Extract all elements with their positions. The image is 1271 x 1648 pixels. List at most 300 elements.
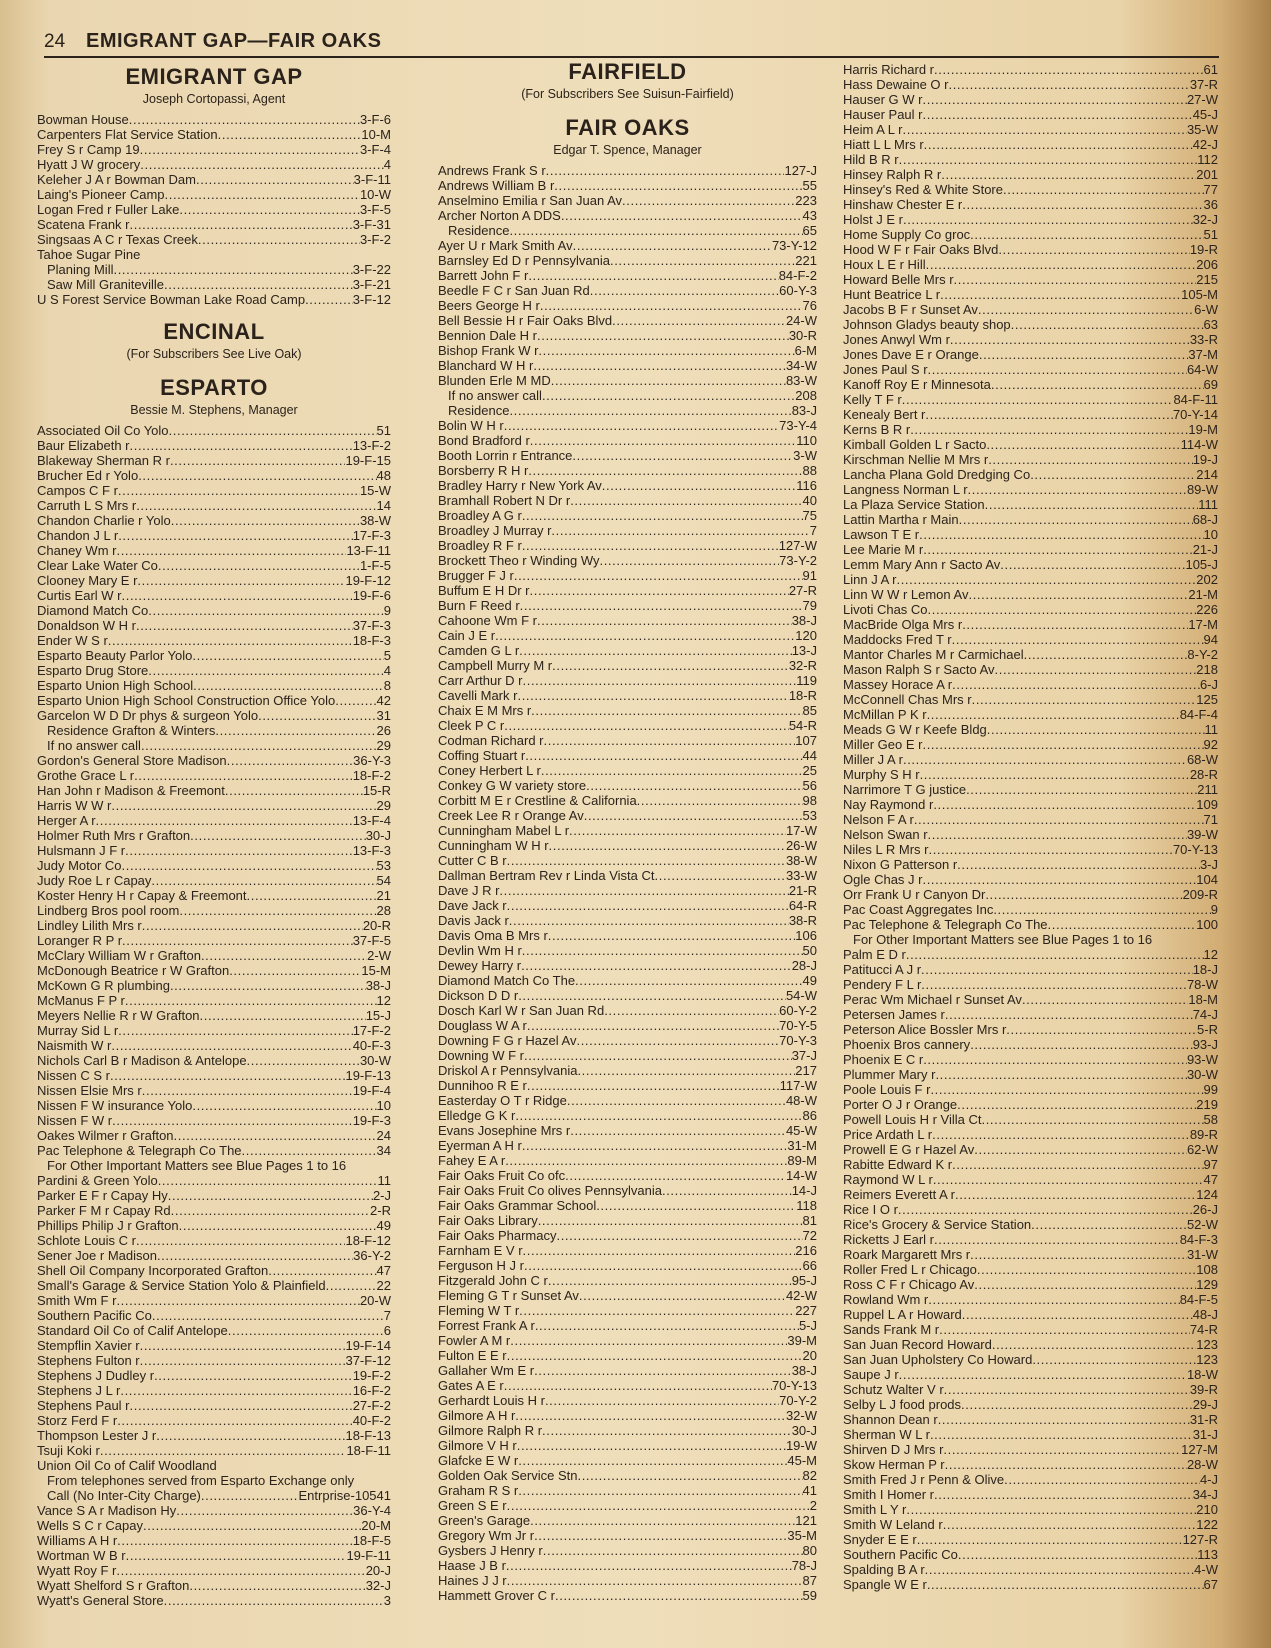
listing-number: 120	[795, 628, 817, 643]
dot-leader	[1030, 467, 1196, 482]
listing-number: 37-J	[791, 1048, 817, 1063]
listing-number: 42	[376, 693, 391, 708]
dot-leader	[522, 538, 779, 553]
listing-name: Ender W S r	[37, 633, 108, 648]
dot-leader	[154, 1368, 353, 1383]
listing-entry	[438, 178, 817, 193]
listing-number: 110	[796, 433, 817, 448]
listing-number: 8-Y-2	[1187, 647, 1218, 662]
listing-entry	[37, 438, 391, 453]
listing-number: 19-F-4	[352, 1083, 391, 1098]
dot-leader	[565, 1168, 786, 1183]
dot-leader	[148, 663, 383, 678]
listing-name: Livoti Chas Co	[843, 602, 928, 617]
listing-name: Esparto Drug Store	[37, 663, 149, 678]
dot-leader	[584, 808, 803, 823]
listing-number: 223	[795, 193, 817, 208]
dot-leader	[111, 798, 376, 813]
listing-number: 3	[383, 1593, 391, 1608]
listing-number: 19-F-12	[345, 573, 391, 588]
dot-leader	[247, 1053, 360, 1068]
dot-leader	[950, 332, 1190, 347]
listing-name: Hammett Grover C r	[438, 1588, 556, 1603]
dot-leader	[902, 392, 1174, 407]
dot-leader	[504, 1378, 772, 1393]
listing-number: 29	[376, 798, 391, 813]
listing-name: Howard Belle Mrs r	[843, 272, 954, 287]
listing-number: 26	[376, 723, 391, 738]
listing-number: 20	[802, 1348, 817, 1363]
listing-number: 54	[376, 873, 391, 888]
listing-number: 3-F-2	[359, 232, 391, 247]
listing-number: 28-R	[1189, 767, 1218, 782]
listing-entry	[37, 1068, 391, 1083]
dot-leader	[140, 157, 383, 172]
dot-leader	[541, 763, 803, 778]
listing-name: Easterday O T r Ridge	[438, 1093, 567, 1108]
dot-leader	[519, 643, 792, 658]
listing-name: Hinsey Ralph R r	[843, 167, 942, 182]
listing-name: Blakeway Sherman R r	[37, 453, 170, 468]
listing-name: Nelson Swan r	[843, 827, 928, 842]
dot-leader	[927, 707, 1180, 722]
listing-entry	[438, 268, 817, 283]
listing-name: Barrett John F r	[438, 268, 529, 283]
listing-number: 83-W	[785, 373, 817, 388]
listing-number: 32-W	[785, 1408, 817, 1423]
listing-entry	[843, 1052, 1218, 1067]
listing-number: 18-F-5	[352, 1533, 391, 1548]
listing-name: Thompson Lester J r	[37, 1428, 157, 1443]
dot-leader	[537, 613, 792, 628]
listing-number: 11	[1204, 722, 1218, 737]
listing-number: 19-W	[785, 1438, 817, 1453]
listing-name: Donaldson W H r	[37, 618, 136, 633]
listing-entry	[843, 917, 1218, 932]
listing-number: 60-Y-3	[779, 283, 817, 298]
listing-name: Kelly T F r	[843, 392, 902, 407]
directory-column-2	[438, 59, 817, 1603]
listing-entry	[843, 1397, 1218, 1412]
listing-name: Dunnihoo R E r	[438, 1078, 527, 1093]
listing-entry	[37, 1158, 391, 1173]
listing-entry	[843, 302, 1218, 317]
dot-leader	[117, 1413, 353, 1428]
listing-name: Koster Henry H r Capay & Freemont	[37, 888, 247, 903]
dot-leader	[1000, 557, 1185, 572]
listing-entry	[843, 812, 1218, 827]
listing-entry	[37, 513, 391, 528]
dot-leader	[940, 287, 1181, 302]
dot-leader	[517, 1438, 786, 1453]
listing-number: 47	[376, 1263, 391, 1278]
listing-number: 214	[1196, 467, 1218, 482]
listing-name: Singsaas A C r Texas Creek	[37, 232, 198, 247]
listing-entry	[843, 1142, 1218, 1157]
dot-leader	[1006, 1022, 1197, 1037]
listing-entry	[37, 1038, 391, 1053]
listing-entry	[37, 483, 391, 498]
listing-entry	[843, 1097, 1218, 1112]
listing-name: Prowell E G r Hazel Av	[843, 1142, 975, 1157]
dot-leader	[125, 843, 353, 858]
listing-entry	[438, 193, 817, 208]
dot-leader	[189, 1578, 365, 1593]
listing-entry	[438, 943, 817, 958]
dot-leader	[201, 1488, 299, 1503]
dot-leader	[168, 1188, 373, 1203]
dot-leader	[926, 257, 1197, 272]
dot-leader	[140, 1338, 346, 1353]
listing-name: Clear Lake Water Co	[37, 558, 158, 573]
dot-leader	[118, 483, 360, 498]
listing-number: 27-W	[1186, 92, 1218, 107]
listing-number: 4-W	[1194, 1562, 1218, 1577]
listing-entry	[843, 977, 1218, 992]
dot-leader	[136, 498, 376, 513]
dot-leader	[962, 1307, 1193, 1322]
listing-entry	[438, 1438, 817, 1453]
listing-entry	[438, 508, 817, 523]
listing-entry	[37, 277, 391, 292]
dot-leader	[903, 212, 1193, 227]
listing-name: Andrews William B r	[438, 178, 555, 193]
listing-name: Ferguson H J r	[438, 1258, 524, 1273]
listing-name: Hauser Paul r	[843, 107, 923, 122]
dot-leader	[569, 823, 786, 838]
dot-leader	[530, 583, 789, 598]
listing-entry	[438, 808, 817, 823]
listing-number: 127-W	[778, 538, 817, 553]
listing-number: 43	[802, 208, 817, 223]
listing-entry	[843, 242, 1218, 257]
listing-name: Dewey Harry r	[438, 958, 522, 973]
listing-name: Fair Oaks Fruit Co ofc	[438, 1168, 566, 1183]
listing-entry	[438, 1513, 817, 1528]
listing-entry	[37, 693, 391, 708]
dot-leader	[590, 283, 779, 298]
listing-number: 17-F-3	[352, 528, 391, 543]
dot-leader	[985, 887, 1182, 902]
listing-entry	[37, 1443, 391, 1458]
listing-entry	[843, 707, 1218, 722]
listing-number: 208	[795, 388, 817, 403]
listing-entry	[37, 1488, 391, 1503]
dot-leader	[925, 1562, 1194, 1577]
listing-number: 70-Y-13	[771, 1378, 817, 1393]
listing-name: Gilmore Ralph R r	[438, 1423, 543, 1438]
dot-leader	[528, 463, 802, 478]
dot-leader	[156, 1428, 345, 1443]
listing-name: Fitzgerald John C r	[438, 1273, 548, 1288]
listing-name: Kanoff Roy E r Minnesota	[843, 377, 991, 392]
listing-entry	[438, 328, 817, 343]
listing-name: Bond Bradford r	[438, 433, 530, 448]
dot-leader	[923, 542, 1193, 557]
listing-number: 109	[1196, 797, 1218, 812]
dot-leader	[551, 373, 786, 388]
listing-name: Storz Ferd F r	[37, 1413, 118, 1428]
listing-name: Nissen C S r	[37, 1068, 110, 1083]
listing-name: Cavelli Mark r	[438, 688, 518, 703]
listing-entry	[843, 842, 1218, 857]
listing-number: 129	[1196, 1277, 1218, 1292]
dot-leader	[906, 1502, 1196, 1517]
listing-entry	[843, 602, 1218, 617]
dot-leader	[920, 767, 1190, 782]
listing-name: Sherman W L r	[843, 1427, 930, 1442]
listing-number: 216	[795, 1243, 817, 1258]
listing-number: 42-J	[1192, 137, 1218, 152]
dot-leader	[523, 1243, 796, 1258]
listing-number: 32-J	[365, 1578, 391, 1593]
dot-leader	[198, 232, 360, 247]
listing-number: 111	[1198, 497, 1218, 512]
listing-entry	[37, 558, 391, 573]
listing-number: 123	[1196, 1352, 1218, 1367]
listing-number: 6-W	[1194, 302, 1218, 317]
listing-entry	[438, 1318, 817, 1333]
dot-leader	[945, 1007, 1193, 1022]
listing-name: Lindberg Bros pool room	[37, 903, 180, 918]
dot-leader	[506, 1558, 792, 1573]
dot-leader	[113, 262, 352, 277]
listing-number: 3-F-5	[359, 202, 391, 217]
dot-leader	[258, 708, 376, 723]
listing-name: Chaney Wm r	[37, 543, 117, 558]
listing-entry	[843, 662, 1218, 677]
listing-name: Green's Garage	[438, 1513, 531, 1528]
dot-leader	[637, 793, 803, 808]
dot-leader	[170, 978, 366, 993]
listing-name: Stephens Paul r	[37, 1398, 130, 1413]
listing-name: Nay Raymond r	[843, 797, 934, 812]
listing-entry	[843, 167, 1218, 182]
listing-name: Bishop Frank W r	[438, 343, 539, 358]
listing-entry	[37, 1173, 391, 1188]
listing-number: 9	[1210, 902, 1218, 917]
listing-name: Lemm Mary Ann r Sacto Av	[843, 557, 1001, 572]
dot-leader	[922, 92, 1186, 107]
listing-name: Ruppel L A r Howard	[843, 1307, 962, 1322]
listing-number: 13-F-2	[352, 438, 391, 453]
listing-name: Grothe Grace L r	[37, 768, 135, 783]
listing-name: Burn F Reed r	[438, 598, 520, 613]
listing-entry	[438, 733, 817, 748]
dot-leader	[968, 482, 1187, 497]
listing-entry	[843, 872, 1218, 887]
dot-leader	[655, 868, 786, 883]
listing-name: La Plaza Service Station	[843, 497, 985, 512]
listing-number: 89-R	[1189, 1127, 1218, 1142]
listing-name: Gates A E r	[438, 1378, 504, 1393]
listing-name: Shell Oil Company Incorporated Grafton	[37, 1263, 269, 1278]
dot-leader	[567, 1093, 786, 1108]
dot-leader	[515, 1108, 802, 1123]
listing-number: 20-J	[365, 1563, 391, 1578]
dot-leader	[535, 1318, 799, 1333]
listing-number: 94	[1203, 632, 1218, 647]
listing-number: 13-F-3	[352, 843, 391, 858]
listing-number: 39-M	[787, 1333, 817, 1348]
listing-number: 38-W	[359, 513, 391, 528]
listing-number: 86	[802, 1108, 817, 1123]
dot-leader	[612, 313, 786, 328]
dot-leader	[519, 1303, 795, 1318]
listing-name: Skow Herman P r	[843, 1457, 945, 1472]
listing-entry	[37, 423, 391, 438]
listing-number: 83-J	[791, 403, 817, 418]
dot-leader	[552, 658, 789, 673]
listing-name: Esparto Union High School Construction Office Yolo	[37, 693, 336, 708]
dot-leader	[923, 1052, 1187, 1067]
listing-number: 10	[1203, 527, 1218, 542]
listing-name: Dosch Karl W r San Juan Rd	[438, 1003, 605, 1018]
listing-name: Corbitt M E r Crestline & California	[438, 793, 637, 808]
listing-name: Stephens J Dudley r	[37, 1368, 155, 1383]
dot-leader	[934, 1232, 1180, 1247]
dot-leader	[899, 152, 1198, 167]
listing-entry	[438, 448, 817, 463]
listing-name: Narrimore T G justice	[843, 782, 967, 797]
listing-number: 13-F-11	[346, 543, 391, 558]
listing-name: Rabitte Edward K r	[843, 1157, 953, 1172]
dot-leader	[143, 1518, 361, 1533]
listing-name: Porter O J r Orange	[843, 1097, 958, 1112]
listing-entry	[37, 1248, 391, 1263]
listing-name: Keleher J A r Bowman Dam	[37, 172, 196, 187]
listing-name: Broadley A G r	[438, 508, 522, 523]
listing-name: McKown G R plumbing	[37, 978, 170, 993]
listing-entry	[438, 1573, 817, 1588]
listing-name: Kimball Golden L r Sacto	[843, 437, 987, 452]
dot-leader	[130, 438, 353, 453]
listing-entry	[843, 512, 1218, 527]
dot-leader	[968, 587, 1188, 602]
listing-entry	[37, 1053, 391, 1068]
listing-entry	[438, 388, 817, 403]
listing-number: 5-J	[798, 1318, 817, 1333]
dot-leader	[978, 302, 1194, 317]
listing-number: 42-W	[785, 1288, 817, 1303]
listing-entry	[37, 1218, 391, 1233]
listing-number: 117-W	[779, 1078, 817, 1093]
dot-leader	[577, 1063, 795, 1078]
dot-leader	[910, 422, 1188, 437]
listing-entry	[843, 632, 1218, 647]
listing-number: 32-J	[1192, 212, 1218, 227]
listing-entry	[843, 1532, 1218, 1547]
dot-leader	[544, 733, 796, 748]
listing-name: McClary William W r Grafton	[37, 948, 201, 963]
dot-leader	[554, 178, 802, 193]
listing-name: Tsuji Koki r	[37, 1443, 100, 1458]
dot-leader	[517, 688, 788, 703]
listing-entry	[843, 272, 1218, 287]
listing-number: 3-F-6	[359, 112, 391, 127]
listing-number: 18-W	[1186, 1367, 1218, 1382]
listing-name: Judy Roe L r Capay	[37, 873, 152, 888]
listing-number: 21-R	[788, 883, 817, 898]
listing-number: 15-J	[365, 1008, 391, 1023]
listing-number: 55	[802, 178, 817, 193]
listing-entry	[843, 932, 1218, 947]
listing-number: 13-J	[791, 643, 817, 658]
listing-entry	[438, 1093, 817, 1108]
listing-number: 19-M	[1188, 422, 1218, 437]
listing-entry	[37, 963, 391, 978]
listing-entry	[843, 1427, 1218, 1442]
listing-name: Clooney Mary E r	[37, 573, 138, 588]
listing-name: Rowland Wm r	[843, 1292, 929, 1307]
listing-entry	[438, 748, 817, 763]
listing-name: Cain J E r	[438, 628, 496, 643]
listing-number: 22	[376, 1278, 391, 1293]
listing-number: 70-Y-2	[779, 1393, 817, 1408]
listing-entry	[37, 1428, 391, 1443]
dot-leader	[1031, 1217, 1187, 1232]
listing-number: 51	[376, 423, 391, 438]
listing-entry	[843, 542, 1218, 557]
listing-entry	[37, 1398, 391, 1413]
dot-leader	[534, 1528, 787, 1543]
dot-leader	[538, 343, 794, 358]
dot-leader	[962, 617, 1188, 632]
section-heading: EMIGRANT GAP	[125, 64, 303, 89]
listing-name: Schlote Louis C r	[37, 1233, 136, 1248]
listing-name: Stephens Fulton r	[37, 1353, 140, 1368]
listing-number: 4	[383, 663, 391, 678]
listing-entry	[438, 523, 817, 538]
listing-entry	[843, 347, 1218, 362]
listing-number: 68-W	[1186, 752, 1218, 767]
listing-entry	[438, 1558, 817, 1573]
listing-name: Mantor Charles M r Carmichael	[843, 647, 1024, 662]
listing-number: 114-W	[1180, 437, 1218, 452]
listing-number: 30-J	[791, 1423, 817, 1438]
listing-entry	[438, 838, 817, 853]
listing-name: Meads G W r Keefe Bldg	[843, 722, 987, 737]
listing-name: Fair Oaks Grammar School	[438, 1198, 597, 1213]
listing-entry	[843, 1037, 1218, 1052]
listing-name: Nelson F A r	[843, 812, 914, 827]
listing-entry	[843, 992, 1218, 1007]
listing-number: 18-F-11	[346, 1443, 391, 1458]
dot-leader	[531, 703, 802, 718]
listing-name: Spalding B A r	[843, 1562, 925, 1577]
listing-entry	[843, 1172, 1218, 1187]
listing-name: Bramhall Robert N Dr r	[438, 493, 571, 508]
dot-leader	[164, 1593, 384, 1608]
listing-number: 5	[383, 648, 391, 663]
listing-number: 218	[1196, 662, 1218, 677]
listing-entry	[843, 1472, 1218, 1487]
listing-number: 4-J	[1199, 1472, 1218, 1487]
listing-entry	[843, 257, 1218, 272]
dot-leader	[170, 453, 346, 468]
dot-leader	[228, 1323, 384, 1338]
dot-leader	[120, 1383, 352, 1398]
listing-number: 39-R	[1189, 1382, 1218, 1397]
listing-number: 91	[802, 568, 817, 583]
listing-name: Roller Fred L r Chicago	[843, 1262, 977, 1277]
listing-entry	[438, 598, 817, 613]
listing-number: 37-F-3	[352, 618, 391, 633]
dot-leader	[952, 1157, 1203, 1172]
listing-entry	[37, 1533, 391, 1548]
listing-entry	[438, 1198, 817, 1213]
dot-leader	[507, 1498, 810, 1513]
